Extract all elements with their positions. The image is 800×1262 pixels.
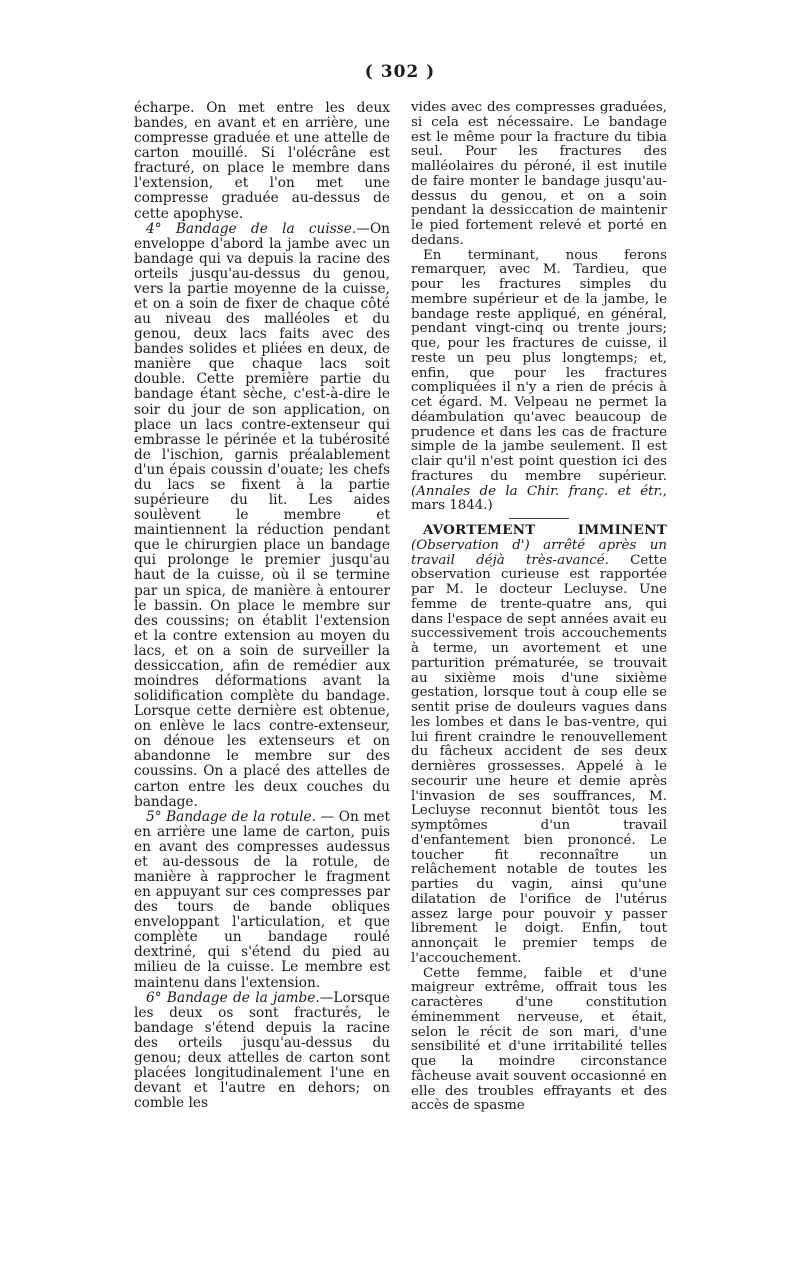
paragraph-continuation <box>411 101 667 249</box>
article-title: AVORTEMENT IMMINENT <box>423 522 667 538</box>
right-column <box>411 101 667 1114</box>
paragraph-text: écharpe. On met entre les deux bandes, en avant et en arrière, une compresse graduée et une attelle de carton mouillé. Si l'olécrâne est fracturé, on place le membre dans l'extension, et l'on met une compresse graduée au-dessus de cette apophyse. <box>134 100 390 222</box>
paragraph-olecranon <box>134 101 390 222</box>
citation: (Annales de la Chir. franç. et étr. <box>411 483 663 499</box>
paragraph-bandage-cuisse <box>134 222 390 810</box>
page-number: ( 302 ) <box>364 62 436 82</box>
left-column <box>134 101 390 1111</box>
paragraph-bandage-rotule <box>134 810 390 991</box>
section-divider <box>509 518 569 519</box>
article-subtitle: (Observation d') arrêté après un travail déjà très-avancé. <box>411 537 667 568</box>
paragraph-avortement <box>411 523 667 967</box>
paragraph-conclusion <box>411 249 667 515</box>
paragraph-text: — On met en arrière une lame de carton, puis en avant des compresses audessus et au-dessous de la rotule, de manière à rapprocher le fragment en appuyant sur ces compresses par des tours de bande obliques enveloppant l'articulation, et que complète un bandage roulé dextriné, qui s'étend du pied au milieu de la cuisse. Le membre est maintenu dans l'extension. <box>134 808 390 991</box>
paragraph-text: Cette observation curieuse est rapportée par M. le docteur Lecluyse. Une femme de trente-quatre ans, qui dans l'espace de sept années avait eu successivement trois accouchements à terme, un avortement et une parturition prématurée, se trouvait au sixième mois d'une sixième gestation, lorsque tout à coup elle se sentit prise de douleurs vagues dans les lombes et dans le bas-ventre, qui lui firent craindre le renouvellement du fâcheux accident de ses deux dernières grossesses. Appelé à le secourir une heure et demie après l'invasion de ses souffrances, M. Lecluyse reconnut bientôt tous les symptômes d'un travail d'enfantement bien prononcé. Le toucher fit reconnaître un relâchement notable de toutes les parties du vagin, ainsi qu'une dilatation de l'orifice de l'utérus assez large pour pouvoir y passer librement le doigt. Enfin, tout annonçait le premier temps de l'accouchement. <box>411 552 667 966</box>
paragraph-bandage-jambe <box>134 991 390 1112</box>
paragraph-text: —On enveloppe d'abord la jambe avec un bandage qui va depuis la racine des orteils jusqu'au-dessus du genou, vers la partie moyenne de la cuisse, et on a soin de fixer de chaque côté au niveau des malléoles et du genou, deux lacs faits avec des bandes solides et pliées en deux, de manière que chaque lacs soit double. Cette première partie du bandage étant sèche, c'est-à-dire le soir du jour de son application, on place un lacs contre-extenseur qui embrasse le périnée et la tubérosité de l'ischion, garnis préalablement d'un épais coussin d'ouate; les chefs du lacs se fixent à la partie supérieure du lit. Les aides soulèvent le membre et maintiennent la réduction pendant que le chirurgien place un bandage qui prolonge le premier jusqu'au haut de la cuisse, où il se termine par un spica, de manière à entourer le bassin. On place le membre sur des coussins; on établit l'extension et la contre extension au moyen du lacs, et on a soin de surveiller la dessiccation, afin de remédier aux moindres déformations avant la solidification complète du bandage. Lorsque cette dernière est obtenue, on enlève le lacs contre-extenseur, on dénoue les extenseurs et on abandonne le membre sur des coussins. On a placé des attelles de carton entre les deux couches du bandage. <box>134 220 390 810</box>
paragraph-femme <box>411 967 667 1115</box>
section-heading: 6° Bandage de la jambe. <box>146 989 320 1006</box>
section-heading: 5° Bandage de la rotule. <box>146 808 316 825</box>
section-heading: 4° Bandage de la cuisse. <box>146 220 357 237</box>
paragraph-text: vides avec des compresses graduées, si cela est nécessaire. Le bandage est le même pour la fracture du tibia seul. Pour les fractures des malléolaires du péroné, il est inutile de faire monter le bandage jusqu'au-dessus du genou, et on a soin pendant la dessiccation de maintenir le pied fortement relevé et porté en dedans. <box>411 100 667 248</box>
citation-tail: , mars 1844.) <box>411 483 667 514</box>
paragraph-text: —Lorsque les deux os sont fracturés, le bandage s'étend depuis la racine des orteils jusqu'au-dessus du genou; deux attelles de carton sont placées longitudinalement l'une en devant et l'autre en dehors; on comble les <box>134 989 390 1112</box>
paragraph-text: Cette femme, faible et d'une maigreur extrême, offrait tous les caractères d'une constitution éminemment nerveuse, et était, selon le récit de son mari, d'une sensibilité et d'une irritabilité telles que la moindre circonstance fâcheuse avait souvent occasionné en elle des troubles effrayants et des accès de spasme <box>411 965 667 1114</box>
paragraph-text: En terminant, nous ferons remarquer, avec M. Tardieu, que pour les fractures simples du membre supérieur et de la jambe, le bandage reste appliqué, en général, pendant vingt-cinq ou trente jours; que, pour les fractures de cuisse, il reste un peu plus longtemps; et, enfin, que pour les fractures compliquées il n'y a rien de précis à cet égard. M. Velpeau ne permet la déambulation qu'avec beaucoup de prudence et dans les cas de fracture simple de la jambe seulement. Il est clair qu'il n'est point question ici des fractures du membre supérieur. <box>411 247 667 484</box>
